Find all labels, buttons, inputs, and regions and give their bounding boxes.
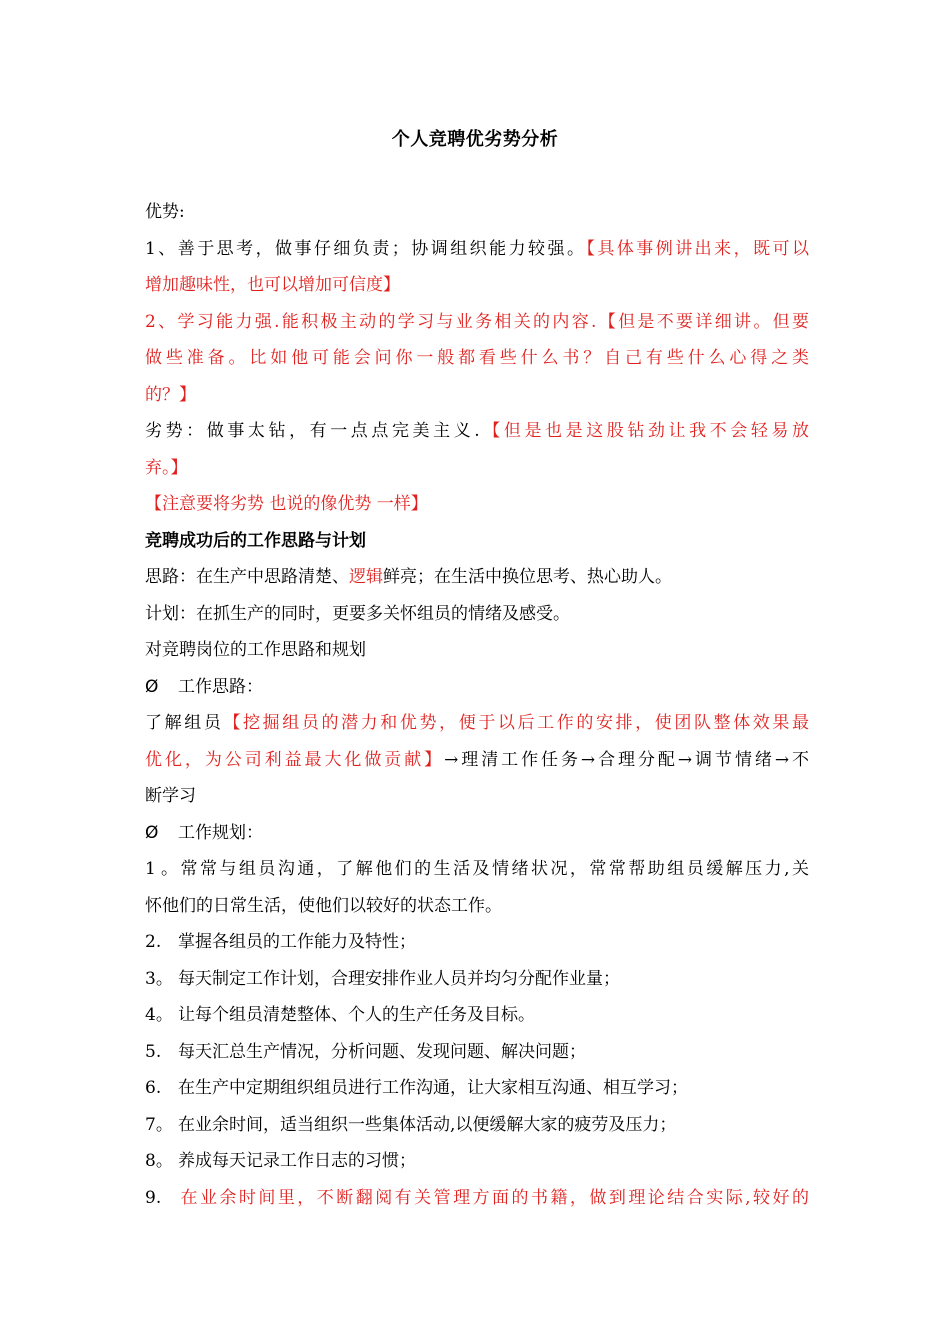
item-number: 3。 (145, 968, 173, 989)
plan-item-2 (145, 924, 809, 961)
work-idea-label: 工作思路： (178, 676, 263, 697)
advantage-1-note: 【具体事例讲出来，既可以 (586, 238, 809, 259)
idea-text: 思路：在生产中思路清楚、 (145, 567, 349, 587)
item-number: 7。 (145, 1114, 173, 1135)
idea-highlight: 逻辑 (349, 567, 383, 587)
item-number: 4。 (145, 1005, 173, 1025)
idea-flow-note-end: 优化，为公司利益最大化做贡献】 (145, 749, 445, 770)
item-text: 掌握各组员的工作能力及特性； (178, 932, 416, 952)
item-text: 常常与组员沟通，了解他们的生活及情绪状况，常常帮助组员缓解压力,关 (178, 859, 809, 879)
item-text: 每天汇总生产情况，分析问题、发现问题、解决问题； (178, 1041, 586, 1062)
work-plan-label: 工作规划： (178, 822, 263, 843)
item-number: 6. (145, 1078, 162, 1098)
item-number: 8。 (145, 1151, 173, 1171)
plan-item-7 (145, 1107, 809, 1144)
disadvantage-line-1 (145, 413, 809, 450)
idea-flow-text: 了解组员 (145, 713, 224, 733)
idea-flow-note: 【挖掘组员的潜力和优势，便于以后工作的安排，使团队整体效果最 (223, 713, 809, 733)
plan-item-9 (145, 1180, 809, 1217)
note-line: 【注意要将劣势 也说的像优势 一样】 (145, 494, 428, 514)
idea-text-end: 鲜亮；在生活中换位思考、热心助人。 (383, 567, 672, 587)
idea-flow-line-1 (145, 705, 809, 742)
item-text: 在生产中定期组织组员进行工作沟通，让大家相互沟通、相互学习； (178, 1078, 688, 1098)
document-body (145, 194, 809, 1216)
item-text: 养成每天记录工作日志的习惯； (178, 1151, 416, 1171)
item-text: 在业余时间，适当组织一些集体活动,以便缓解大家的疲劳及压力； (178, 1114, 677, 1135)
advantage-1-text: 1、善于思考，做事仔细负责；协调组织能力较强。 (145, 238, 587, 259)
advantages-label: 优势: (145, 202, 185, 222)
idea-line (145, 559, 809, 596)
idea-flow-line-3: 断学习 (145, 786, 196, 806)
idea-flow-line-2 (145, 742, 809, 779)
plan-item-1-line-2: 怀他们的日常生活，使他们以较好的状态工作。 (145, 895, 502, 916)
item-text: 每天制定工作计划，合理安排作业人员并均匀分配作业量； (178, 968, 620, 989)
plan-item-1-line-1 (145, 851, 809, 888)
work-plan-heading (145, 815, 809, 852)
disadvantage-note: 【但是也是这股钻劲让我不会轻易放 (479, 421, 809, 441)
disadvantage-text: 劣势：做事太钻，有一点点完美主义. (145, 421, 480, 441)
item-number: 5. (145, 1041, 162, 1062)
idea-flow-steps: →理清工作任务→合理分配→调节情绪→不 (444, 749, 809, 770)
advantage-2-line-2: 做些准备。比如他可能会问你一般都看些什么书？自己有些什么心得之类 (145, 348, 809, 368)
item-number: 9. (145, 1187, 162, 1208)
section-heading: 竞聘成功后的工作思路与计划 (145, 530, 366, 551)
subheading: 对竞聘岗位的工作思路和规划 (145, 640, 366, 660)
advantage-1-line-1 (145, 231, 809, 268)
plan-item-4 (145, 997, 809, 1034)
bullet-icon: Ø (145, 676, 159, 697)
bullet-icon: Ø (145, 822, 159, 843)
item-number: 2. (145, 932, 162, 952)
plan-item-6 (145, 1070, 809, 1107)
plan-item-5 (145, 1034, 809, 1071)
disadvantage-line-2: 弃。】 (145, 457, 188, 478)
advantage-2-line-3: 的？】 (145, 384, 196, 405)
plan-item-3 (145, 961, 809, 998)
advantage-2-line-1: 2、学习能力强.能积极主动的学习与业务相关的内容.【但是不要详细讲。但要 (145, 311, 809, 332)
plan-line: 计划：在抓生产的同时，更要多关怀组员的情绪及感受。 (145, 603, 570, 624)
work-idea-heading (145, 669, 809, 706)
plan-item-8 (145, 1143, 809, 1180)
item-text: 让每个组员清楚整体、个人的生产任务及目标。 (178, 1005, 535, 1025)
item-number: 1。 (145, 859, 178, 879)
page-title: 个人竞聘优劣势分析 (391, 129, 559, 150)
item-text: 在业余时间里，不断翻阅有关管理方面的书籍，做到理论结合实际,较好的 (178, 1187, 809, 1208)
advantage-1-line-2: 增加趣味性，也可以增加可信度】 (145, 275, 400, 295)
